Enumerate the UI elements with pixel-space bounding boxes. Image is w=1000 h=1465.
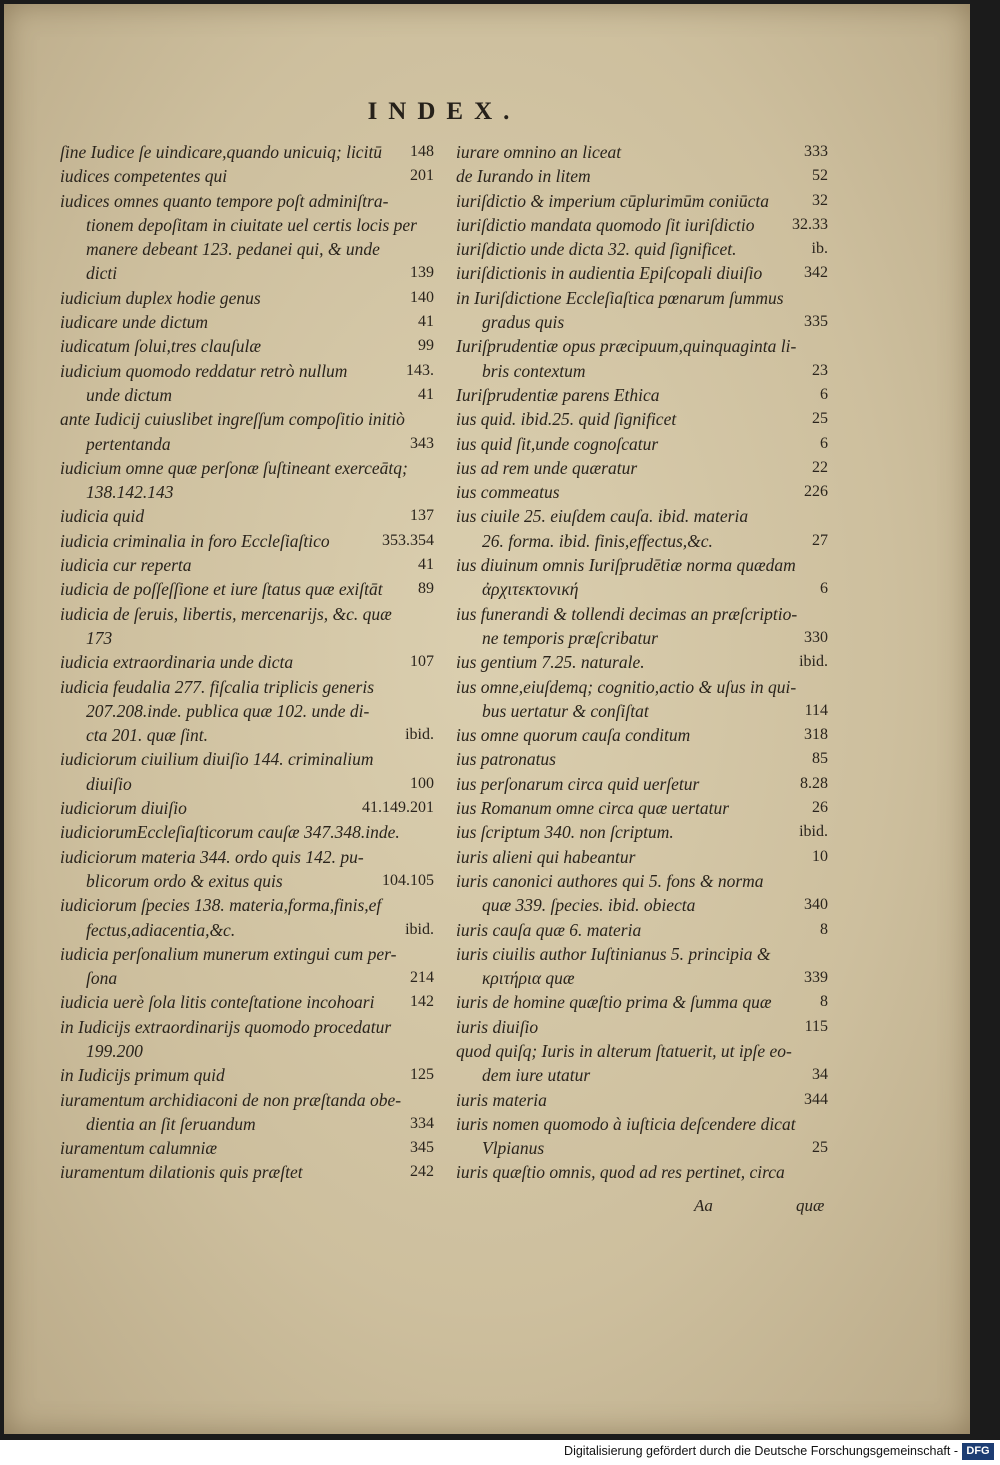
entry-page-ref: 334 [410, 1114, 434, 1132]
index-entry [456, 942, 828, 966]
entry-page-ref: 6 [820, 580, 828, 598]
entry-page-ref: 214 [410, 969, 434, 987]
index-entry [60, 893, 434, 917]
entry-text: iudices omnes quanto tempore poſt adminiſtra- [60, 190, 389, 211]
entry-text: iudicia perſonalium munerum extingui cum per- [60, 943, 397, 964]
index-entry [456, 845, 828, 869]
entry-text: ius quid ſit,unde cognoſcatur [456, 433, 659, 454]
index-entry [60, 1039, 434, 1063]
index-column-right [456, 140, 828, 1185]
entry-text: ius diuinum omnis Iuriſprudētiæ norma quædam [456, 555, 796, 576]
footer-bar [0, 1440, 1000, 1465]
entry-text: quod quiſq; Iuris in alterum ſtatuerit, ut ipſe eo- [456, 1040, 792, 1061]
index-entry [456, 650, 828, 674]
entry-text: iuriſdictio & imperium cūplurimūm coniūcta [456, 190, 770, 211]
entry-page-ref: 25 [812, 410, 828, 428]
entry-text: Iuriſprudentiæ parens Ethica [456, 384, 660, 405]
index-entry [60, 650, 434, 674]
entry-page-ref: 8 [820, 920, 828, 938]
footer-credit: Digitalisierung gefördert durch die Deutsche Forschungsgemeinschaft - [564, 1444, 958, 1458]
index-entry [60, 310, 434, 334]
index-entry [60, 747, 434, 771]
entry-text: bris contextum [482, 360, 586, 381]
entry-text: diuiſio [86, 773, 132, 794]
entry-text: iudicatum ſolui,tres clauſulæ [60, 336, 262, 357]
entry-text: blicorum ordo & exitus quis [86, 870, 283, 891]
entry-text: 26. forma. ibid. finis,effectus,&c. [482, 530, 713, 551]
entry-text: iudiciorum ſpecies 138. materia,forma,finis,ef [60, 895, 382, 916]
index-entry [60, 772, 434, 796]
index-entry [60, 261, 434, 285]
entry-text: iuris canonici authores qui 5. fons & norma [456, 870, 764, 891]
entry-page-ref: 6 [820, 434, 828, 452]
entry-text: bus uertatur & conſiſtat [482, 700, 649, 721]
index-entry [456, 772, 828, 796]
entry-text: iuris quæſtio omnis, quod ad res pertinet, circa [456, 1162, 785, 1183]
catchword: quæ [796, 1196, 825, 1215]
index-entry [60, 164, 434, 188]
index-entry [456, 699, 828, 723]
index-entry [60, 990, 434, 1014]
entry-page-ref: 32 [812, 191, 828, 209]
index-entry [456, 1112, 828, 1136]
entry-page-ref: 89 [418, 580, 434, 598]
entry-text: manere debeant 123. pedanei qui, & unde [86, 239, 380, 260]
entry-text: iurare omnino an liceat [456, 142, 622, 162]
entry-text: iuris materia [456, 1089, 547, 1110]
entry-text: iudicium omne quæ perſonæ ſuſtineant exerceātq; [60, 457, 408, 478]
entry-text: iuriſdictionis in audientia Epiſcopali diuiſio [456, 263, 763, 284]
index-entry [60, 602, 434, 626]
entry-text: iudiciorum materia 344. ordo quis 142. pu- [60, 846, 364, 867]
index-entry [456, 164, 828, 188]
index-entry [60, 918, 434, 942]
index-entry [456, 261, 828, 285]
entry-text: dientia an ſit ſeruandum [86, 1113, 256, 1134]
entry-page-ref: 125 [410, 1066, 434, 1084]
index-entry [456, 990, 828, 1014]
index-entry [456, 796, 828, 820]
index-entry [60, 723, 434, 747]
index-entry [456, 626, 828, 650]
index-entry [60, 1160, 434, 1184]
entry-page-ref: 335 [804, 313, 828, 331]
entry-text: iudicia extraordinaria unde dicta [60, 652, 294, 673]
index-entry [456, 553, 828, 577]
entry-text: in Iudicijs extraordinarijs quomodo procedatur [60, 1016, 392, 1037]
index-entry [456, 383, 828, 407]
entry-page-ref: 142 [410, 993, 434, 1011]
index-entry [456, 1015, 828, 1039]
index-entry [456, 869, 828, 893]
entry-page-ref: 344 [804, 1090, 828, 1108]
index-entry [456, 237, 828, 261]
index-entry [456, 1160, 828, 1184]
index-entry [456, 820, 828, 844]
entry-page-ref: 26 [812, 799, 828, 817]
entry-text: iudicia uerè ſola litis conteſtatione incohoari [60, 992, 375, 1013]
index-column-left [60, 140, 434, 1185]
entry-page-ref: 107 [410, 653, 434, 671]
index-entry [60, 845, 434, 869]
entry-text: ius quid. ibid.25. quid ſignificet [456, 409, 677, 430]
entry-text: iudicia cur reperta [60, 555, 192, 576]
index-entry [60, 334, 434, 358]
entry-page-ref: 23 [812, 361, 828, 379]
index-entry [456, 359, 828, 383]
index-entry [60, 213, 434, 237]
index-entry [60, 577, 434, 601]
dfg-logo[interactable]: DFG [962, 1443, 994, 1460]
entry-text: dem iure utatur [482, 1065, 591, 1086]
index-entry [60, 529, 434, 553]
entry-page-ref: 100 [410, 774, 434, 792]
entry-page-ref: 339 [804, 969, 828, 987]
entry-text: quæ 339. ſpecies. ibid. obiecta [482, 895, 696, 916]
entry-page-ref: 148 [410, 143, 434, 160]
entry-page-ref: 330 [804, 628, 828, 646]
entry-text: ius Romanum omne circa quæ uertatur [456, 798, 730, 819]
scanned-page [4, 4, 970, 1434]
entry-page-ref: 8 [820, 993, 828, 1011]
index-entry [60, 407, 434, 431]
entry-page-ref: 41.149.201 [362, 799, 434, 817]
index-entry [60, 383, 434, 407]
index-entry [456, 966, 828, 990]
entry-text: in Iuriſdictione Eccleſiaſtica pœnarum ſummus [456, 287, 784, 308]
index-entry [456, 577, 828, 601]
entry-text: κριτήρια quæ [482, 968, 575, 989]
index-entry [456, 456, 828, 480]
entry-page-ref: ibid. [799, 653, 828, 671]
entry-page-ref: 99 [418, 337, 434, 355]
entry-text: 138.142.143 [86, 482, 174, 503]
index-entry [456, 480, 828, 504]
index-entry [60, 286, 434, 310]
index-entry [60, 626, 434, 650]
index-entry [60, 237, 434, 261]
entry-page-ref: 32.33 [792, 215, 828, 233]
entry-page-ref: 25 [812, 1139, 828, 1157]
entry-text: ius perſonarum circa quid uerſetur [456, 773, 700, 794]
entry-text: ius omne quorum cauſa conditum [456, 725, 691, 746]
entry-text: iuriſdictio mandata quomodo ſit iuriſdictio [456, 214, 755, 235]
entry-text: pertentanda [86, 433, 171, 454]
entry-page-ref: 226 [804, 483, 828, 501]
entry-page-ref: 333 [804, 143, 828, 160]
index-entry [456, 189, 828, 213]
entry-text: cta 201. quæ ſint. [86, 725, 209, 746]
entry-page-ref: 6 [820, 385, 828, 403]
entry-text: iudicia criminalia in foro Eccleſiaſtico [60, 530, 330, 551]
entry-page-ref: ib. [811, 240, 828, 258]
entry-text: ἀρχιτεκτονική [482, 579, 579, 600]
index-entry [456, 334, 828, 358]
entry-page-ref: 41 [418, 385, 434, 403]
index-entry [456, 602, 828, 626]
index-entry [456, 529, 828, 553]
entry-text: iudicia de poſſeſſione et iure ſtatus quæ exiſtāt [60, 579, 383, 600]
entry-text: de Iurando in litem [456, 166, 591, 187]
index-entry [456, 140, 828, 164]
entry-text: ante Iudicij cuiuslibet ingreſſum compoſitio initiò [60, 409, 405, 430]
index-entry [456, 1136, 828, 1160]
entry-text: 207.208.inde. publica quæ 102. unde di- [86, 700, 370, 721]
entry-text: iudicia de ſeruis, libertis, mercenarijs, &c. quæ [60, 603, 392, 624]
index-entry [60, 359, 434, 383]
entry-text: iuris alieni qui habeantur [456, 846, 636, 867]
index-entry [60, 820, 434, 844]
index-entry [60, 1136, 434, 1160]
entry-text: ius funerandi & tollendi decimas an præſcriptio- [456, 603, 798, 624]
entry-text: iudicare unde dictum [60, 312, 209, 333]
entry-page-ref: 8.28 [800, 774, 828, 792]
entry-text: ius commeatus [456, 482, 560, 503]
index-entry [456, 407, 828, 431]
entry-page-ref: 340 [804, 896, 828, 914]
entry-page-ref: 41 [418, 556, 434, 574]
index-entry [60, 1088, 434, 1112]
index-entry [60, 140, 434, 164]
entry-page-ref: 22 [812, 458, 828, 476]
entry-text: iuriſdictio unde dicta 32. quid ſignificet. [456, 239, 737, 260]
entry-page-ref: 27 [812, 531, 828, 549]
index-entry [60, 966, 434, 990]
index-entry [456, 675, 828, 699]
entry-page-ref: 139 [410, 264, 434, 282]
entry-text: unde dictum [86, 384, 173, 405]
entry-page-ref: 104.105 [382, 871, 434, 889]
entry-page-ref: 41 [418, 313, 434, 331]
index-entry [60, 553, 434, 577]
entry-text: iuris de homine quæſtio prima & ſumma quæ [456, 992, 772, 1013]
entry-text: ſona [86, 968, 118, 989]
entry-text: ius ad rem unde quæratur [456, 457, 638, 478]
entry-text: ius omne,eiuſdemq; cognitio,actio & uſus in qui- [456, 676, 797, 697]
index-entry [60, 699, 434, 723]
entry-text: ius gentium 7.25. naturale. [456, 652, 645, 673]
entry-page-ref: 34 [812, 1066, 828, 1084]
entry-text: gradus quis [482, 312, 565, 333]
entry-text: ius patronatus [456, 749, 556, 770]
entry-text: ius ſcriptum 340. non ſcriptum. [456, 822, 674, 843]
entry-page-ref: 318 [804, 726, 828, 744]
index-entry [456, 1063, 828, 1087]
index-entry [456, 310, 828, 334]
index-entry [60, 456, 434, 480]
index-entry [60, 675, 434, 699]
index-entry [60, 480, 434, 504]
entry-page-ref: 10 [812, 847, 828, 865]
entry-page-ref: 114 [804, 701, 828, 719]
entry-text: iudiciorum diuiſio [60, 798, 187, 819]
index-entry [60, 504, 434, 528]
entry-text: iudicium duplex hodie genus [60, 287, 261, 308]
entry-text: iuris ciuilis author Iuſtinianus 5. principia & [456, 943, 771, 964]
entry-text: iuris diuiſio [456, 1016, 539, 1037]
index-entry [60, 942, 434, 966]
entry-text: iuramentum dilationis quis præſtet [60, 1162, 303, 1183]
entry-text: iudicia feudalia 277. fiſcalia triplicis generis [60, 676, 375, 697]
index-entry [456, 1088, 828, 1112]
entry-page-ref: ibid. [799, 823, 828, 841]
entry-page-ref: 343 [410, 434, 434, 452]
entry-page-ref: 201 [410, 167, 434, 185]
index-entry [456, 213, 828, 237]
index-entry [60, 189, 434, 213]
entry-page-ref: 143. [406, 361, 434, 379]
index-entry [60, 1015, 434, 1039]
entry-text: dicti [86, 263, 118, 284]
entry-text: in Iudicijs primum quid [60, 1065, 225, 1086]
page-header: INDEX. [367, 98, 521, 125]
entry-text: Vlpianus [482, 1138, 545, 1159]
index-entry [456, 504, 828, 528]
index-entry [60, 869, 434, 893]
entry-page-ref: 242 [410, 1163, 434, 1181]
entry-text: ne temporis præſcribatur [482, 627, 658, 648]
entry-text: iuramentum archidiaconi de non præſtanda obe- [60, 1089, 402, 1110]
signature-mark: Aa [694, 1196, 713, 1215]
index-entry [456, 1039, 828, 1063]
index-entry [60, 432, 434, 456]
entry-page-ref: ibid. [405, 726, 434, 744]
entry-text: ius ciuile 25. eiuſdem cauſa. ibid. materia [456, 506, 749, 527]
index-entry [456, 432, 828, 456]
index-entry [60, 796, 434, 820]
entry-text: tionem depoſitam in ciuitate uel certis locis per [86, 214, 417, 235]
entry-page-ref: 353.354 [382, 531, 434, 549]
entry-text: Iuriſprudentiæ opus præcipuum,quinquaginta li- [456, 336, 797, 357]
index-entry [456, 893, 828, 917]
entry-text: iuris nomen quomodo à iuſticia deſcendere dicat [456, 1113, 796, 1134]
entry-text: fectus,adiacentia,&c. [86, 919, 236, 940]
entry-text: iudices competentes qui [60, 166, 228, 187]
entry-page-ref: ibid. [405, 920, 434, 938]
entry-text: iuris cauſa quæ 6. materia [456, 919, 642, 940]
entry-text: iuramentum calumniæ [60, 1138, 218, 1159]
index-entry [456, 918, 828, 942]
entry-text: 173 [86, 627, 113, 648]
entry-page-ref: 345 [410, 1139, 434, 1157]
entry-text: ſine Iudice ſe uindicare,quando unicuiq; licitū [60, 142, 383, 162]
entry-text: iudicia quid [60, 506, 145, 527]
index-entry [456, 747, 828, 771]
entry-page-ref: 342 [804, 264, 828, 282]
entry-text: iudiciorumEccleſiaſticorum cauſæ 347.348.inde. [60, 822, 400, 843]
index-entry [60, 1063, 434, 1087]
entry-page-ref: 85 [812, 750, 828, 768]
entry-page-ref: 115 [804, 1017, 828, 1035]
entry-page-ref: 52 [812, 167, 828, 185]
index-entry [456, 723, 828, 747]
entry-text: iudicium quomodo reddatur retrò nullum [60, 360, 348, 381]
entry-page-ref: 137 [410, 507, 434, 525]
index-entry [60, 1112, 434, 1136]
index-entry [456, 286, 828, 310]
entry-text: 199.200 [86, 1040, 143, 1061]
entry-text: iudiciorum ciuilium diuiſio 144. criminalium [60, 749, 374, 770]
entry-page-ref: 140 [410, 288, 434, 306]
